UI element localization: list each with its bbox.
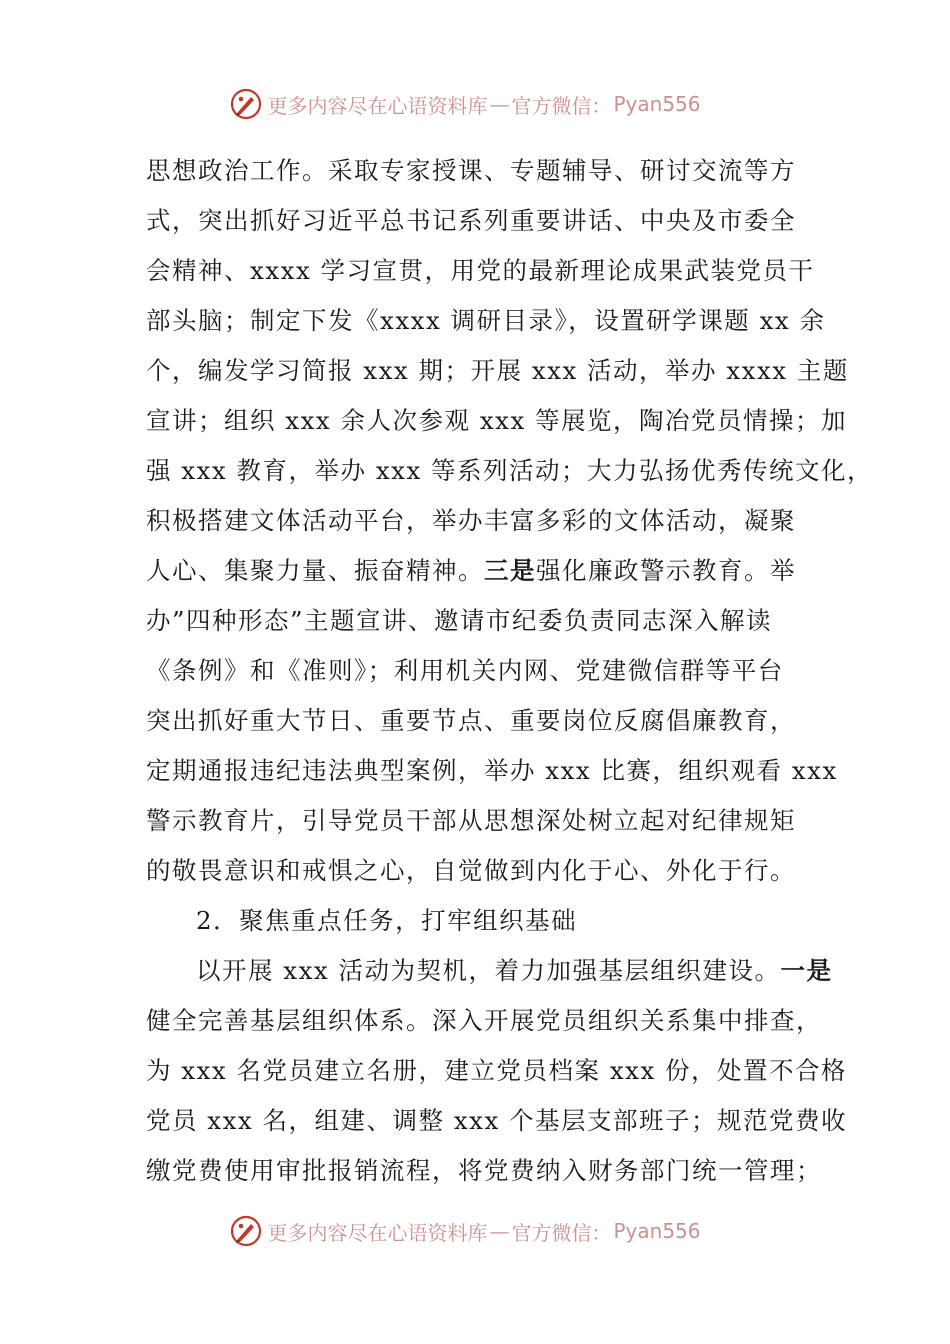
body-line-19: 为 xxx 名党员建立名册，建立党员档案 xxx 份，处置不合格 <box>146 1056 848 1085</box>
body-line-20: 党员 xxx 名，组建、调整 xxx 个基层支部班子；规范党费收 <box>146 1106 848 1135</box>
footer-separator: — <box>489 1219 510 1243</box>
body-line-2: 式，突出抓好习近平总书记系列重要讲话、中央及市委全 <box>146 206 796 235</box>
body-line-13: 定期通报违纪违法典型案例，举办 xxx 比赛，组织观看 xxx <box>146 756 838 785</box>
pen-logo-icon <box>229 1214 263 1248</box>
body-line-15: 的敬畏意识和戒惧之心，自觉做到内化于心、外化于行。 <box>146 856 796 885</box>
footer-handle: Pyan556 <box>613 1219 701 1243</box>
body-line-3: 会精神、xxxx 学习宣贯，用党的最新理论成果武装党员干 <box>146 256 815 285</box>
body-line-11: 《条例》和《准则》；利用机关内网、党建微信群等平台 <box>146 656 784 685</box>
body-line-12: 突出抓好重大节日、重要节点、重要岗位反腐倡廉教育， <box>146 706 796 735</box>
body-line-9-text: 人心、集聚力量、振奋精神。 <box>146 556 484 585</box>
body-line-9-tail: 强化廉政警示教育。举 <box>536 556 796 585</box>
footer-brand: 更多内容尽在心语资料库 <box>267 1220 488 1245</box>
body-line-10: 办”四种形态”主题宣讲、邀请市纪委负责同志深入解读 <box>146 606 773 635</box>
body-line-17 <box>196 946 833 996</box>
footer-label: 官方微信： <box>511 1220 612 1245</box>
body-line-4: 部头脑；制定下发《xxxx 调研目录》，设置研学课题 xx 余 <box>146 306 826 335</box>
body-line-1: 思想政治工作。采取专家授课、专题辅导、研讨交流等方 <box>146 156 796 185</box>
pen-logo-icon <box>229 87 263 121</box>
header-handle: Pyan556 <box>613 92 701 116</box>
header-label: 官方微信： <box>511 93 612 118</box>
footer-watermark <box>0 1211 950 1251</box>
section-heading: 2．聚焦重点任务，打牢组织基础 <box>196 906 578 935</box>
body-line-5: 个，编发学习简报 xxx 期；开展 xxx 活动，举办 xxxx 主题 <box>146 356 849 385</box>
header-separator: — <box>489 92 510 116</box>
point-one-label: 一是 <box>780 956 833 985</box>
header-brand: 更多内容尽在心语资料库 <box>267 93 488 118</box>
body-line-14: 警示教育片，引导党员干部从思想深处树立起对纪律规矩 <box>146 806 796 835</box>
body-line-17-text: 以开展 xxx 活动为契机，着力加强基层组织建设。 <box>196 956 781 985</box>
body-line-21: 缴党费使用审批报销流程，将党费纳入财务部门统一管理； <box>146 1156 822 1185</box>
body-line-9 <box>146 546 796 596</box>
body-line-8: 积极搭建文体活动平台，举办丰富多彩的文体活动，凝聚 <box>146 506 796 535</box>
body-line-6: 宣讲；组织 xxx 余人次参观 xxx 等展览，陶冶党员情操；加 <box>146 406 848 435</box>
header-watermark <box>0 84 950 124</box>
body-line-7: 强 xxx 教育，举办 xxx 等系列活动；大力弘扬优秀传统文化， <box>146 456 874 485</box>
body-line-18: 健全完善基层组织体系。深入开展党员组织关系集中排查， <box>146 1006 822 1035</box>
point-three-label: 三是 <box>484 556 536 585</box>
